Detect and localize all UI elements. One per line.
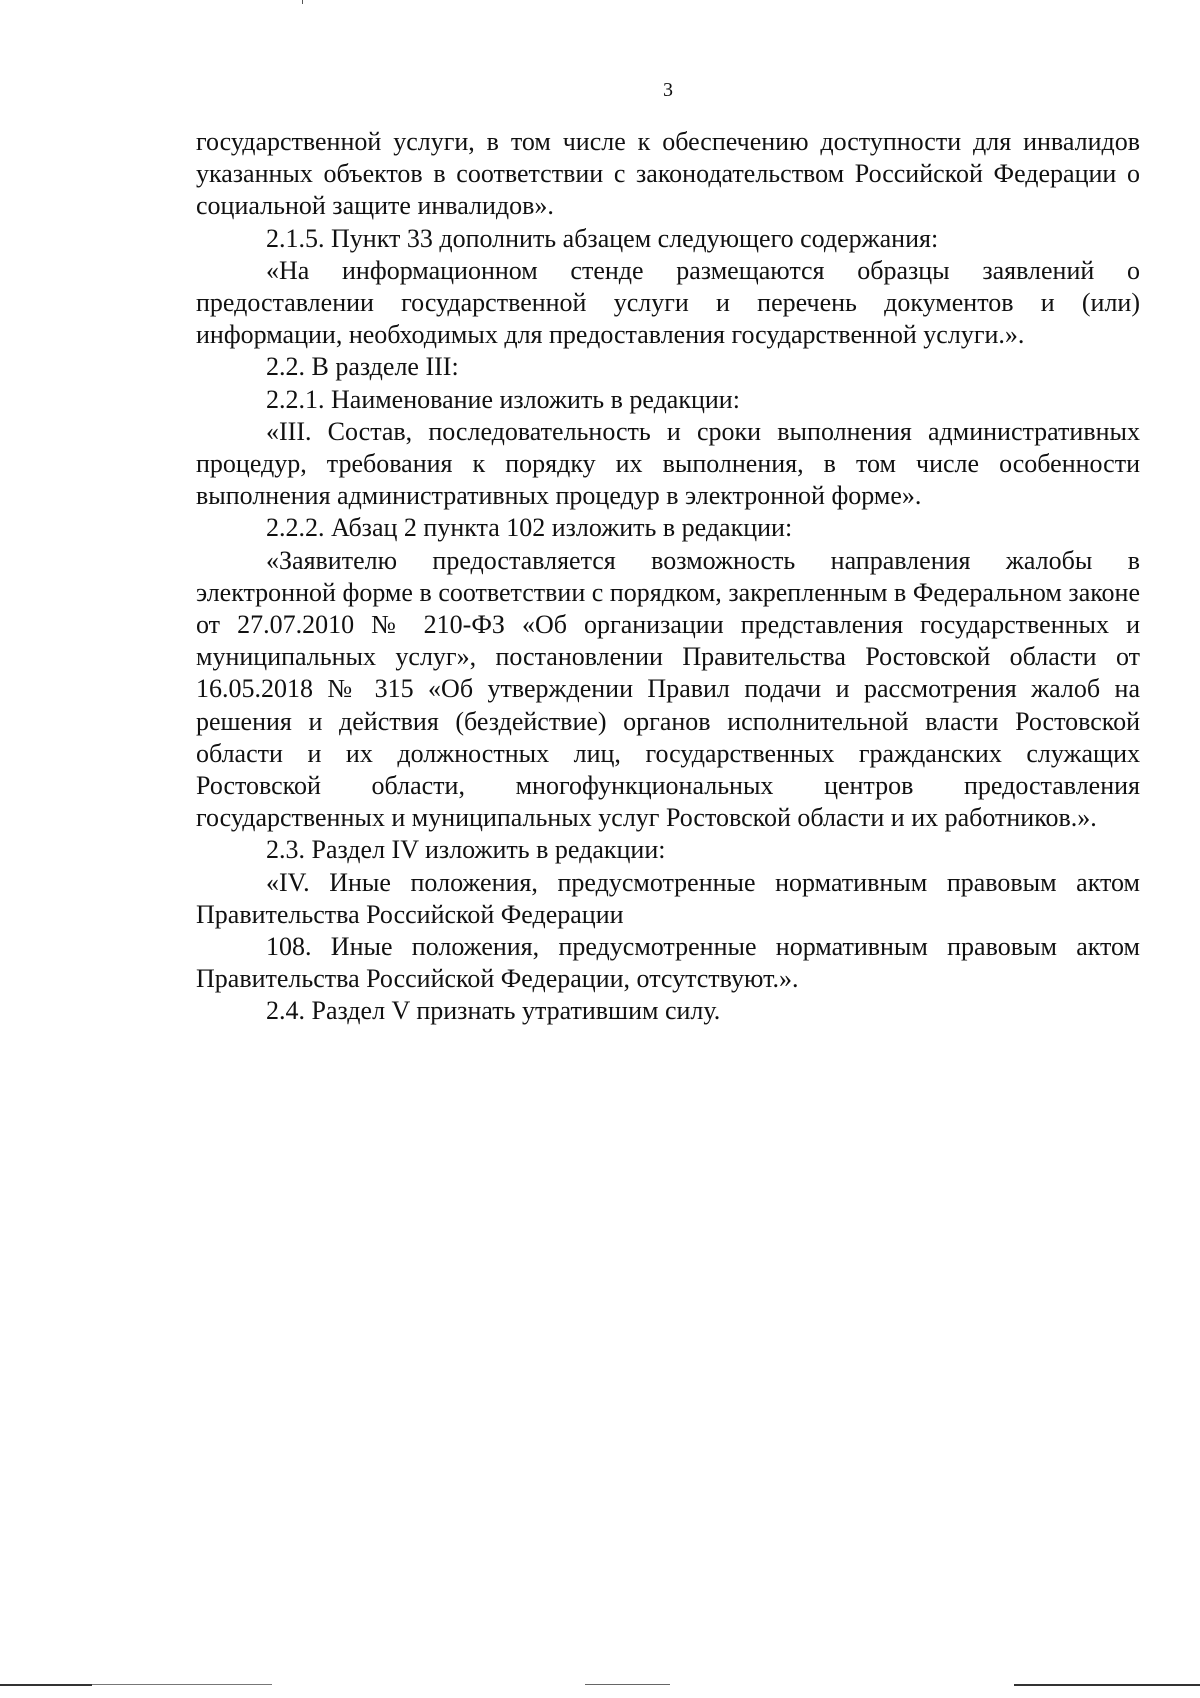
- document-body: [196, 126, 1140, 1028]
- paragraph-item-2-2-1: 2.2.1. Наименование изложить в редакции:: [266, 384, 740, 414]
- scan-artifact-tick: [302, 0, 303, 4]
- paragraph-continuation: государственной услуги, в том числе к обеспечению доступности для инвалидов указанных объектов в соответствии с законодательством Российской Федерации о социальной защите инвалидов».: [196, 127, 1140, 221]
- paragraph-item-108: 108. Иные положения, предусмотренные нормативным правовым актом Правительства Российской Федерации, отсутствуют.».: [196, 932, 1140, 994]
- footer-rules: [0, 1684, 1200, 1688]
- paragraph-quote-info-stand: «На информационном стенде размещаются образцы заявлений о предоставлении государственной услуги и перечень документов и (или) информации, необходимых для предоставления государственной услуги.».: [196, 255, 1140, 350]
- footer-rule-right: [1014, 1684, 1200, 1686]
- paragraph-item-2-4: 2.4. Раздел V признать утратившим силу.: [266, 996, 721, 1026]
- footer-rule-left: [0, 1684, 92, 1686]
- paragraph-quote-section-4-title: «IV. Иные положения, предусмотренные нормативным правовым актом Правительства Российской Федерации: [196, 867, 1140, 929]
- footer-rule-left-thin: [92, 1684, 272, 1685]
- paragraph-item-2-2: 2.2. В разделе III:: [266, 352, 459, 382]
- paragraph-item-2-3: 2.3. Раздел IV изложить в редакции:: [266, 835, 666, 865]
- paragraph-quote-complaint: «Заявителю предоставляется возможность направления жалобы в электронной форме в соответствии с порядком, закрепленным в Федеральном законе от 27.07.2010 № 210-ФЗ «Об организации представления государственных и муниципальных услуг», постановлении Правительства Ростовской области от 16.05.2018 № 315 «Об утверждении Правил подачи и рассмотрения жалоб на решения и действия (бездействие) органов исполнительной власти Ростовской области и их должностных лиц, государственных гражданских служащих Ростовской области, многофункциональных центров предоставления государственных и муниципальных услуг Ростовской области и их работников.».: [196, 545, 1140, 833]
- paragraph-quote-section-3-title: «III. Состав, последовательность и сроки выполнения административных процедур, требования к порядку их выполнения, в том числе особенности выполнения административных процедур в электронной форме».: [196, 416, 1140, 511]
- paragraph-item-2-2-2: 2.2.2. Абзац 2 пункта 102 изложить в редакции:: [266, 513, 793, 543]
- paragraph-item-2-1-5: 2.1.5. Пункт 33 дополнить абзацем следующего содержания:: [266, 223, 939, 253]
- page-number: 3: [663, 79, 673, 101]
- footer-rule-center: [585, 1684, 670, 1685]
